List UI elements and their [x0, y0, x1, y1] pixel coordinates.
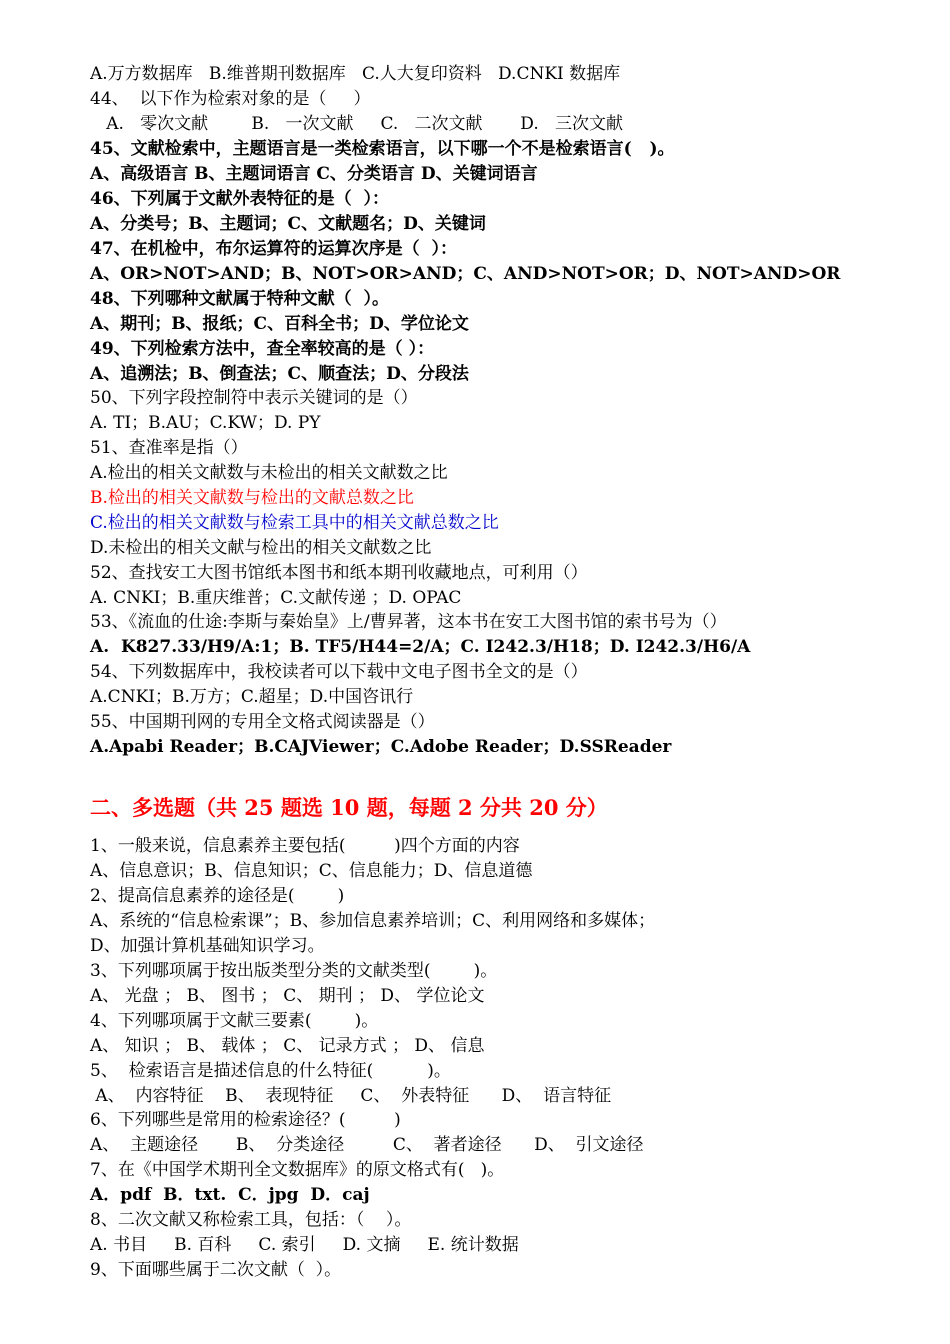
section-heading-multi-choice: 二、多选题（共 25 题选 10 题，每题 2 分共 20 分） — [90, 795, 608, 820]
m7-question: 7、在《中国学术期刊全文数据库》的原文格式有( )。 — [90, 1160, 505, 1180]
q51-option-b: B.检出的相关文献数与检出的文献总数之比 — [90, 488, 414, 508]
q53-options: A. K827.33/H9/A:1；B. TF5/H44=2/A；C. I242.3/H18；D. I242.3/H6/A — [90, 637, 751, 657]
q52-options: A. CNKI；B.重庆维普；C.文献传递 ；D. OPAC — [90, 588, 462, 608]
q48-question: 48、下列哪种文献属于特种文献（ ）。 — [90, 289, 389, 309]
m8-question: 8、二次文献又称检索工具，包括：（ ）。 — [90, 1210, 412, 1230]
q44-options: A. 零次文献 B. 一次文献 C. 二次文献 D. 三次文献 — [90, 114, 623, 134]
m5-options: A、 内容特征 B、 表现特征 C、 外表特征 D、 语言特征 — [90, 1086, 612, 1106]
q46-question: 46、下列属于文献外表特征的是（ ）： — [90, 189, 389, 209]
q50-question: 50、下列字段控制符中表示关键词的是（） — [90, 388, 418, 408]
q45-question: 45、文献检索中，主题语言是一类检索语言，以下哪一个不是检索语言( )。 — [90, 139, 675, 159]
q55-question: 55、中国期刊网的专用全文格式阅读器是（） — [90, 712, 435, 732]
q51-question: 51、查准率是指（） — [90, 438, 248, 458]
q48-options: A、期刊；B、报纸；C、百科全书；D、学位论文 — [90, 314, 469, 334]
q46-options: A、分类号；B、主题词；C、文献题名；D、关键词 — [90, 214, 486, 234]
q49-question: 49、下列检索方法中，查全率较高的是（ ）： — [90, 339, 435, 359]
q45-options: A、高级语言 B、主题词语言 C、分类语言 D、关键词语言 — [90, 164, 538, 184]
m8-options: A. 书目 B. 百科 C. 索引 D. 文摘 E. 统计数据 — [90, 1235, 519, 1255]
q53-question: 53、《流血的仕途:李斯与秦始皇》上/曹昇著，这本书在安工大图书馆的索书号为（） — [90, 612, 727, 632]
m1-question: 1、一般来说，信息素养主要包括( )四个方面的内容 — [90, 836, 520, 856]
q50-options: A. TI；B.AU；C.KW；D. PY — [90, 413, 321, 433]
m2-options-line2: D、加强计算机基础知识学习。 — [90, 936, 325, 956]
m6-question: 6、下列哪些是常用的检索途径？( ) — [90, 1110, 401, 1130]
m9-question: 9、下面哪些属于二次文献（ ）。 — [90, 1260, 342, 1280]
m2-options-line1: A、系统的“信息检索课”；B、参加信息素养培训；C、利用网络和多媒体； — [90, 911, 656, 931]
q54-question: 54、下列数据库中，我校读者可以下载中文电子图书全文的是（） — [90, 662, 588, 682]
m3-question: 3、下列哪项属于按出版类型分类的文献类型( )。 — [90, 961, 498, 981]
q54-options: A.CNKI；B.万方；C.超星；D.中国咨讯行 — [90, 687, 414, 707]
m7-options: A．pdf B．txt. C．jpg D．caj — [90, 1185, 370, 1205]
m6-options: A、 主题途径 B、 分类途径 C、 著者途径 D、 引文途径 — [90, 1135, 644, 1155]
q47-question: 47、在机检中，布尔运算符的运算次序是（ ）： — [90, 239, 457, 259]
m4-question: 4、下列哪项属于文献三要素( )。 — [90, 1011, 379, 1031]
m2-question: 2、提高信息素养的途径是( ) — [90, 886, 345, 906]
q51-option-d: D.未检出的相关文献与检出的相关文献数之比 — [90, 538, 432, 558]
q49-options: A、追溯法；B、倒查法；C、顺查法；D、分段法 — [90, 364, 469, 384]
q47-options: A、OR>NOT>AND；B、NOT>OR>AND；C、AND>NOT>OR；D、NOT>AND>OR — [90, 264, 841, 284]
q52-question: 52、查找安工大图书馆纸本图书和纸本期刊收藏地点，可利用（） — [90, 563, 588, 583]
m4-options: A、 知识 ； B、 载体 ； C、 记录方式 ； D、 信息 — [90, 1036, 485, 1056]
q44-question: 44、 以下作为检索对象的是（ ） — [90, 89, 371, 109]
m1-options: A、信息意识；B、信息知识；C、信息能力；D、信息道德 — [90, 861, 533, 881]
m3-options: A、 光盘 ； B、 图书 ； C、 期刊 ； D、 学位论文 — [90, 986, 485, 1006]
q51-option-c: C.检出的相关文献数与检索工具中的相关文献总数之比 — [90, 513, 499, 533]
q51-option-a: A.检出的相关文献数与未检出的相关文献数之比 — [90, 463, 448, 483]
q43-options: A.万方数据库 B.维普期刊数据库 C.人大复印资料 D.CNKI 数据库 — [90, 64, 621, 84]
m5-question: 5、 检索语言是描述信息的什么特征( )。 — [90, 1061, 451, 1081]
q55-options: A.Apabi Reader；B.CAJViewer；C.Adobe Reader；D.SSReader — [90, 737, 672, 757]
